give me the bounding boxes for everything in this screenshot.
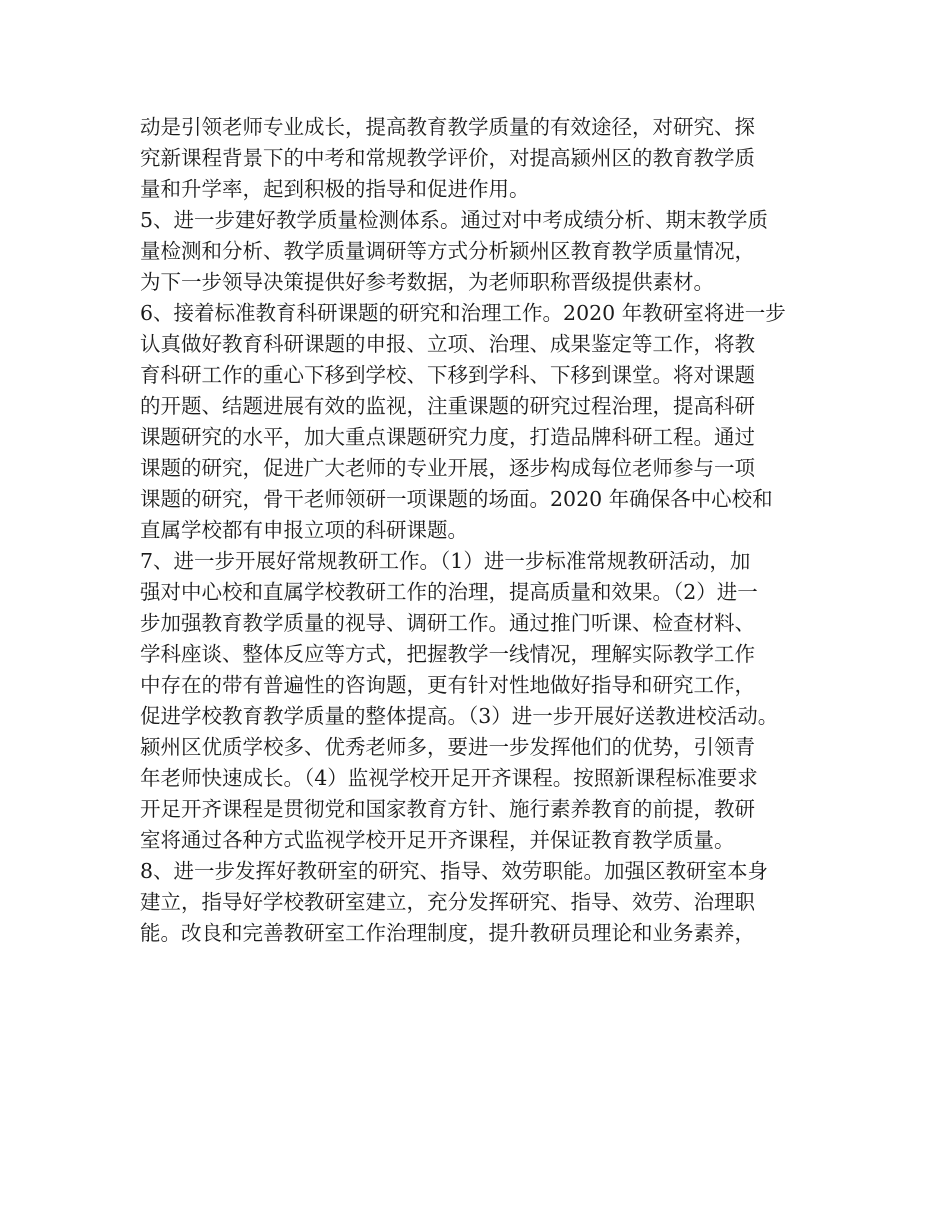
text-line: 课题的研究，骨干老师领研一项课题的场面。2020 年确保各中心校和 <box>140 487 773 511</box>
text-line: 建立，指导好学校教研室建立，充分发挥研究、指导、效劳、治理职 <box>140 890 755 914</box>
text-line: 年老师快速成长。（4）监视学校开足开齐课程。按照新课程标准要求 <box>140 766 758 790</box>
text-line: 课题研究的水平，加大重点课题研究力度，打造品牌科研工程。通过 <box>140 425 755 449</box>
text-line: 步加强教育教学质量的视导、调研工作。通过推门听课、检查材料、 <box>140 611 755 635</box>
text-line: 5、进一步建好教学质量检测体系。通过对中考成绩分析、期末教学质 <box>140 208 769 232</box>
text-line: 直属学校都有申报立项的科研课题。 <box>140 518 468 542</box>
text-line: 量和升学率，起到积极的指导和促进作用。 <box>140 177 530 201</box>
text-line: 6、接着标准教育科研课题的研究和治理工作。2020 年教研室将进一步 <box>140 301 786 325</box>
text-line: 强对中心校和直属学校教研工作的治理，提高质量和效果。（2）进一 <box>140 580 758 604</box>
text-line: 学科座谈、整体反应等方式，把握教学一线情况，理解实际教学工作 <box>140 642 755 666</box>
text-line: 颍州区优质学校多、优秀老师多，要进一步发挥他们的优势，引领青 <box>140 735 755 759</box>
text-line: 的开题、结题进展有效的监视，注重课题的研究过程治理，提高科研 <box>140 394 755 418</box>
text-line: 室将通过各种方式监视学校开足开齐课程，并保证教育教学质量。 <box>140 828 735 852</box>
text-line: 7、进一步开展好常规教研工作。（1）进一步标准常规教研活动，加 <box>140 549 751 573</box>
text-line: 究新课程背景下的中考和常规教学评价，对提高颍州区的教育教学质 <box>140 146 755 170</box>
text-line: 动是引领老师专业成长，提高教育教学质量的有效途径，对研究、探 <box>140 115 755 139</box>
text-line: 育科研工作的重心下移到学校、下移到学科、下移到课堂。将对课题 <box>140 363 755 387</box>
text-line: 为下一步领导决策提供好参考数据，为老师职称晋级提供素材。 <box>140 270 714 294</box>
text-line: 认真做好教育科研课题的申报、立项、治理、成果鉴定等工作，将教 <box>140 332 755 356</box>
text-line: 8、进一步发挥好教研室的研究、指导、效劳职能。加强区教研室本身 <box>140 859 769 883</box>
text-line: 量检测和分析、教学质量调研等方式分析颍州区教育教学质量情况， <box>140 239 755 263</box>
text-line: 课题的研究，促进广大老师的专业开展，逐步构成每位老师参与一项 <box>140 456 755 480</box>
text-line: 中存在的带有普遍性的咨询题，更有针对性地做好指导和研究工作， <box>140 673 755 697</box>
text-line: 开足开齐课程是贯彻党和国家教育方针、施行素养教育的前提，教研 <box>140 797 755 821</box>
text-line: 促进学校教育教学质量的整体提高。（3）进一步开展好送教进校活动。 <box>140 704 779 728</box>
text-line: 能。改良和完善教研室工作治理制度，提升教研员理论和业务素养， <box>140 921 755 945</box>
document-body <box>140 112 830 949</box>
